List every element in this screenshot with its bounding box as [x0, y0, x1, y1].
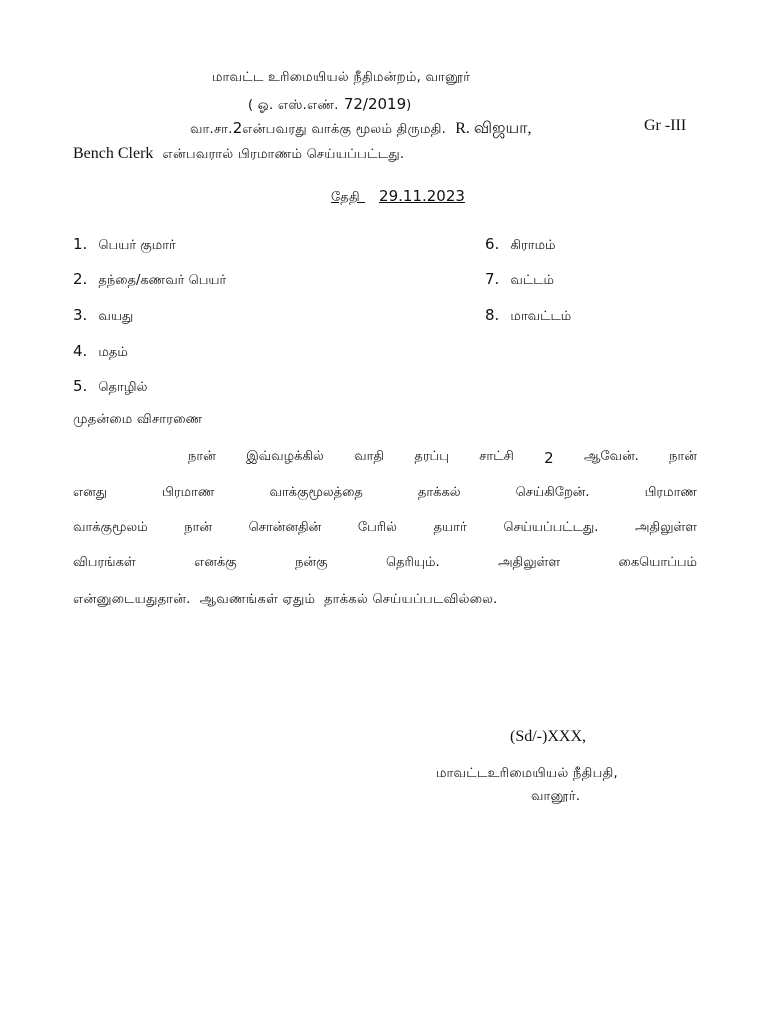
- word: கையொப்பம்: [618, 555, 697, 570]
- word: அதிலுள்ள: [498, 555, 561, 570]
- word: 2: [544, 449, 554, 467]
- body-line-2: [73, 485, 697, 501]
- date-line: [331, 186, 465, 206]
- date-value: 29.11.2023: [379, 187, 465, 205]
- word: சாட்சி: [479, 449, 514, 464]
- field-district: [485, 305, 571, 325]
- word: வாக்குமூலத்தை: [269, 485, 363, 500]
- field-number: 3.: [73, 306, 88, 324]
- word: சொன்னதின்: [248, 520, 322, 535]
- word: இவ்வழக்கில்: [246, 449, 324, 464]
- bench-clerk-label: Bench Clerk: [73, 145, 154, 162]
- witness-number: 2: [232, 119, 243, 137]
- signature-sd: (Sd/-)XXX,: [510, 728, 586, 745]
- word: தரப்பு: [414, 449, 449, 464]
- word: பிரமாண: [162, 485, 215, 500]
- word: பிரமாண: [644, 485, 697, 500]
- field-father-name: [73, 269, 226, 289]
- body-line-3: [73, 520, 697, 536]
- body-line-1: [188, 449, 697, 467]
- case-number-prefix: ( ஓ. எஸ்.எண்.: [248, 98, 339, 113]
- witness-text: என்பவரது வாக்கு மூலம் திருமதி.: [242, 122, 447, 137]
- oath-text: என்பவரால் பிரமாணம் செய்யப்பட்டது.: [162, 147, 405, 162]
- case-number-line: [248, 94, 412, 114]
- signature-place: வானூர்.: [531, 789, 581, 804]
- section-title: முதன்மை விசாரணை: [73, 412, 203, 427]
- date-label: தேதி: [331, 190, 360, 205]
- word: தெரியும்.: [385, 555, 440, 570]
- field-label: மதம்: [98, 345, 128, 360]
- field-number: 1.: [73, 235, 88, 253]
- field-number: 4.: [73, 342, 88, 360]
- field-village: [485, 234, 556, 254]
- case-number: 72/2019: [343, 95, 407, 113]
- field-label: தொழில்: [98, 380, 148, 395]
- field-number: 5.: [73, 377, 88, 395]
- oath-line: [73, 143, 404, 163]
- word: செய்யப்பட்டது.: [503, 520, 599, 535]
- word: ஆவேன்.: [583, 449, 639, 464]
- word: அதிலுள்ள: [635, 520, 697, 535]
- word: விபரங்கள்: [73, 555, 136, 570]
- field-label: பெயர் குமார்: [98, 238, 176, 253]
- field-occupation: [73, 376, 147, 396]
- word: நான்: [669, 449, 697, 464]
- witness-prefix: வா.சா.: [190, 122, 233, 137]
- field-label: வயது: [98, 309, 134, 324]
- field-number: 6.: [485, 235, 500, 253]
- field-age: [73, 305, 133, 325]
- field-label: தந்தை/கணவர் பெயர்: [98, 273, 227, 288]
- word: எனக்கு: [194, 555, 237, 570]
- body-line-4: [73, 555, 697, 571]
- word: தாக்கல்: [417, 485, 461, 500]
- field-label: மாவட்டம்: [510, 309, 572, 324]
- field-number: 8.: [485, 306, 500, 324]
- case-number-suffix: ): [406, 98, 412, 113]
- field-number: 2.: [73, 270, 88, 288]
- word: நன்கு: [295, 555, 328, 570]
- word: வாக்குமூலம்: [73, 520, 148, 535]
- field-taluk: [485, 269, 554, 289]
- word: எனது: [73, 485, 108, 500]
- word: வாதி: [354, 449, 385, 464]
- field-religion: [73, 341, 128, 361]
- word: நான்: [188, 449, 216, 464]
- court-title: மாவட்ட உரிமையியல் நீதிமன்றம், வானூர்: [212, 70, 471, 85]
- word: பேரில்: [357, 520, 397, 535]
- word: செய்கிறேன்.: [515, 485, 590, 500]
- field-name: [73, 234, 176, 254]
- word: தயார்: [433, 520, 467, 535]
- field-label: வட்டம்: [510, 273, 555, 288]
- body-line-5: என்னுடையதுதான். ஆவணங்கள் ஏதும் தாக்கல் செய்யப்படவில்லை.: [73, 592, 498, 607]
- field-label: கிராமம்: [510, 238, 556, 253]
- field-number: 7.: [485, 270, 500, 288]
- witness-line: [190, 118, 532, 139]
- word: நான்: [184, 520, 213, 535]
- clerk-initial: R. விஜயா,: [455, 120, 532, 137]
- signature-designation: மாவட்டஉரிமையியல் நீதிபதி,: [436, 766, 618, 781]
- clerk-grade: Gr -III: [644, 117, 687, 134]
